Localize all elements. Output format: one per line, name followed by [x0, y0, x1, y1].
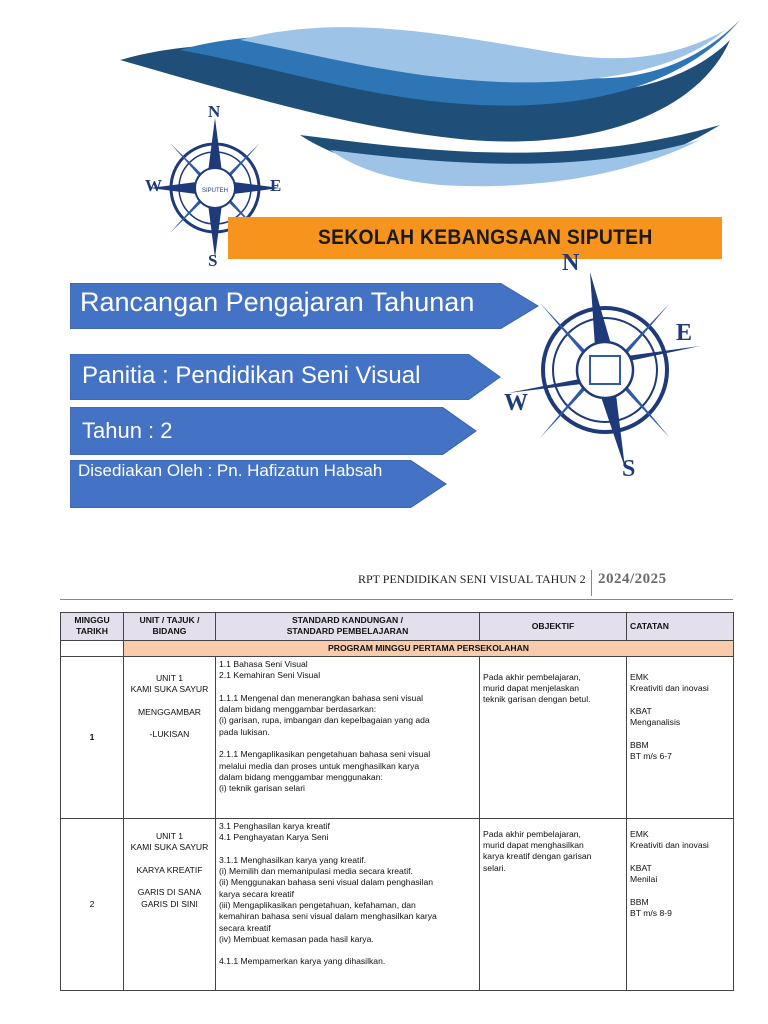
unit-cell: UNIT 1 KAMI SUKA SAYUR KARYA KREATIF GARIS DI SANA GARIS DI SINI [124, 818, 216, 990]
program-row [61, 640, 734, 656]
title-rpt: Rancangan Pengajaran Tahunan [80, 287, 475, 317]
compass-label-east: E [270, 176, 282, 195]
standard-cell: 1.1 Bahasa Seni Visual 2.1 Kemahiran Seni Visual 1.1.1 Mengenal dan menerangkan bahasa seni visual dalam bidang menggambar berdasarkan: (i) garisan, rupa, imbangan dan kepelbagaian yang ada pada lukisan. 2.1.1 Mengaplikasikan pengetahuan bahasa seni visual melalui media dan proses untuk menghasilkan karya dalam bidang menggambar menggunakan: (i) teknik garisan selari [216, 656, 480, 818]
objektif-cell: Pada akhir pembelajaran, murid dapat menghasilkan karya kreatif dengan garisan selari. [480, 818, 627, 990]
title-disediakan: Disediakan Oleh : Pn. Hafizatun Habsah [78, 461, 383, 480]
compass-label-north: N [208, 102, 221, 121]
header-minggu: MINGGU TARIKH [61, 613, 124, 641]
unit-cell: UNIT 1 KAMI SUKA SAYUR MENGGAMBAR -LUKISAN [124, 656, 216, 818]
heading-rule [60, 599, 733, 600]
school-name-banner [228, 217, 722, 259]
table-row [61, 656, 734, 818]
svg-text:SIPUTEH: SIPUTEH [201, 188, 229, 194]
table-row [61, 818, 734, 990]
header-catatan: CATATAN [627, 613, 734, 641]
document-heading: RPT PENDIDIKAN SENI VISUAL TAHUN 2 [358, 572, 586, 586]
catatan-cell: EMK Kreativiti dan inovasi KBAT Menganalisis BBM BT m/s 6-7 [627, 656, 734, 818]
compass-label-south: S [208, 251, 218, 270]
title-tahun: Tahun : 2 [82, 418, 173, 443]
school-name: SEKOLAH KEBANGSAAN SIPUTEH [318, 226, 653, 249]
title-panitia: Panitia : Pendidikan Seni Visual [82, 362, 421, 389]
header-unit: UNIT / TAJUK / BIDANG [124, 613, 216, 641]
catatan-cell: EMK Kreativiti dan inovasi KBAT Menilai BBM BT m/s 8-9 [627, 818, 734, 990]
heading-divider [591, 570, 592, 596]
document-year: 2024/2025 [598, 571, 667, 587]
rpt-table [60, 612, 734, 991]
standard-cell: 3.1 Penghasilan karya kreatif 4.1 Penghayatan Karya Seni 3.1.1 Menghasilkan karya yang kreatif. (i) Memilih dan memanipulasi media secara kreatif. (ii) Menggunakan bahasa seni visual dalam penghasilan karya secara kreatif (iii) Mengaplikasikan pengetahuan, kefahaman, dan kemahiran bahasa seni visual dalam menghasilkan karya secara kreatif (iv) Membuat kemasan pada hasil karya. 4.1.1 Mempamerkan karya yang dihasilkan. [216, 818, 480, 990]
header-standard: STANDARD KANDUNGAN / STANDARD PEMBELAJARAN [216, 613, 480, 641]
minggu-cell: 2 [61, 818, 124, 990]
table-header-row [61, 613, 734, 641]
objektif-cell: Pada akhir pembelajaran, murid dapat menjelaskan teknik garisan dengan betul. [480, 656, 627, 818]
compass-label-west: W [145, 176, 162, 195]
header-objektif: OBJEKTIF [480, 613, 627, 641]
minggu-cell: 1 [61, 656, 124, 818]
compass-label-south: S [622, 456, 636, 482]
program-row-blank [61, 640, 124, 656]
compass-label-east: E [676, 320, 693, 346]
compass-label-north: N [562, 250, 580, 276]
compass-label-west: W [504, 390, 528, 416]
program-row-label: PROGRAM MINGGU PERTAMA PERSEKOLAHAN [124, 640, 734, 656]
